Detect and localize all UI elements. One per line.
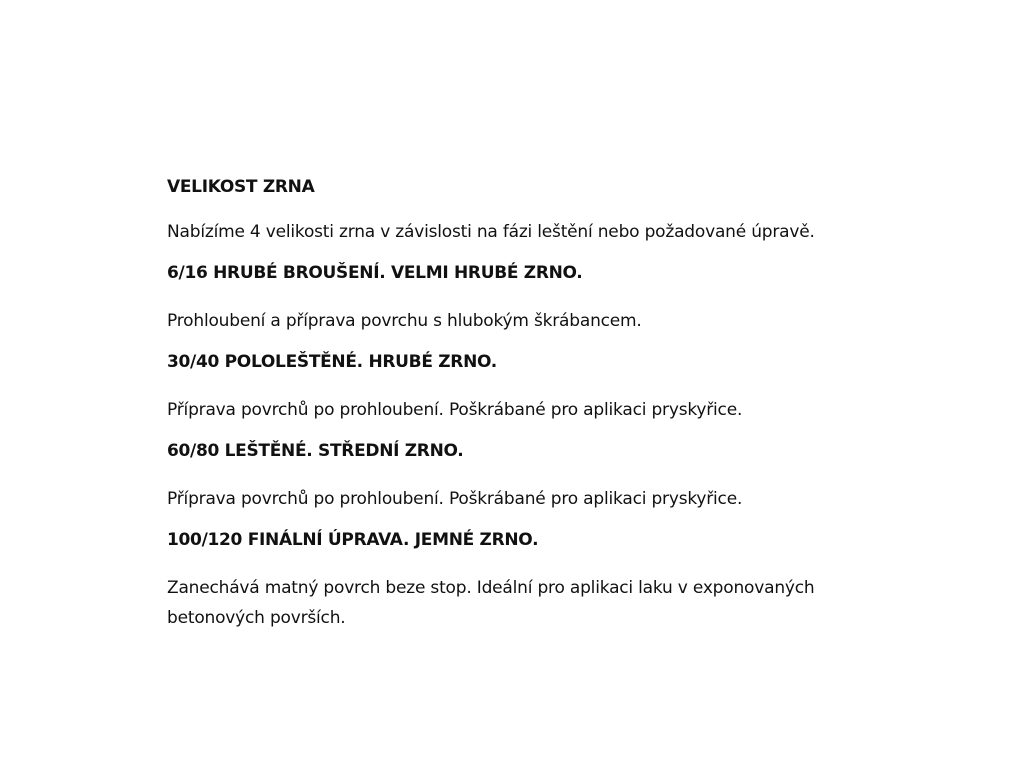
section-text-60-80: Příprava povrchů po prohloubení. Poškrábané pro aplikaci pryskyřice. — [167, 489, 743, 509]
document-title: VELIKOST ZRNA — [167, 177, 315, 197]
section-heading-6-16: 6/16 HRUBÉ BROUŠENÍ. VELMI HRUBÉ ZRNO. — [167, 263, 583, 283]
section-text-30-40: Příprava povrchů po prohloubení. Poškrábané pro aplikaci pryskyřice. — [167, 400, 743, 420]
intro-paragraph: Nabízíme 4 velikosti zrna v závislosti na fázi leštění nebo požadované úpravě. — [167, 222, 815, 242]
section-heading-30-40: 30/40 POLOLEŠTĚNÉ. HRUBÉ ZRNO. — [167, 352, 497, 372]
section-text-6-16: Prohloubení a příprava povrchu s hlubokým škrábancem. — [167, 311, 642, 331]
document-body — [167, 176, 867, 648]
section-text-100-120: Zanechává matný povrch beze stop. Ideální pro aplikaci laku v exponovaných betonových površích. — [167, 578, 815, 628]
section-heading-60-80: 60/80 LEŠTĚNÉ. STŘEDNÍ ZRNO. — [167, 441, 464, 461]
section-heading-100-120: 100/120 FINÁLNÍ ÚPRAVA. JEMNÉ ZRNO. — [167, 530, 539, 550]
